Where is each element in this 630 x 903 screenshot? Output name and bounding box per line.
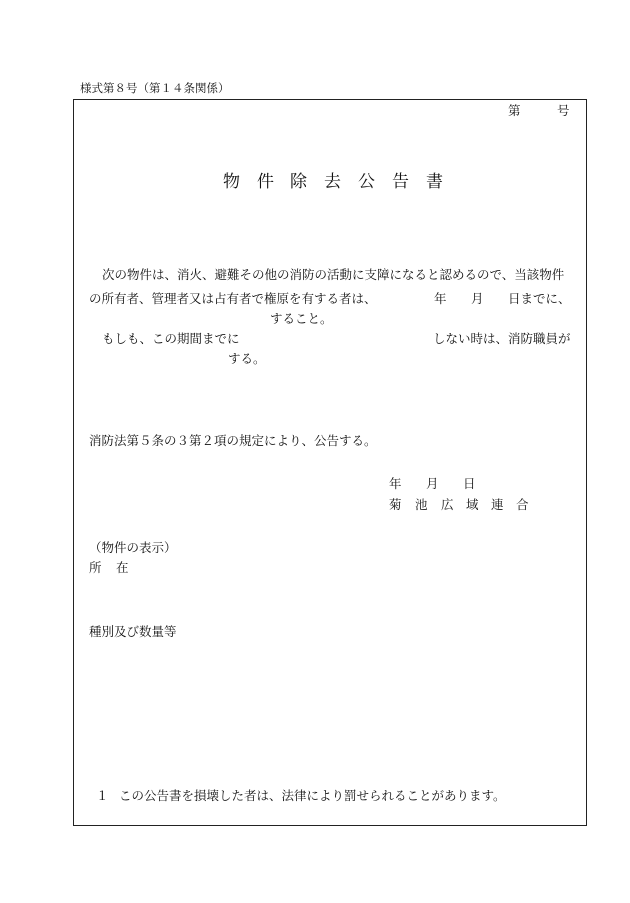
title-char: 件 (257, 172, 274, 192)
issuer-char: 広 (441, 497, 454, 512)
deadline-day-label: 日までに、 (508, 291, 571, 306)
type-quantity-label: 種別及び数量等 (89, 624, 177, 639)
note-text: この公告書を損壊した者は、法律により罰せられることがあります。 (119, 788, 506, 803)
body-line-2: の所有者、管理者又は占有者で権原を有する者は、 (89, 291, 377, 306)
date-day-label: 日 (463, 476, 476, 491)
issuer-char: 域 (466, 497, 479, 512)
location-char: 在 (116, 560, 129, 575)
title-char: 公 (358, 172, 375, 192)
title-char: 告 (392, 172, 409, 192)
body-line-1: 次の物件は、消火、避難その他の消防の活動に支障になると認めるので、当該物件 (102, 267, 565, 282)
location-char: 所 (89, 560, 102, 575)
title-char: 去 (324, 172, 341, 192)
date-year-label: 年 (389, 476, 402, 491)
title-char: 書 (426, 172, 443, 192)
body-line-4: もしも、この期間までに (102, 331, 240, 346)
title-char: 除 (290, 172, 307, 192)
form-reference: 様式第８号（第１４条関係） (80, 81, 230, 95)
property-heading: （物件の表示） (89, 540, 177, 555)
notice-form-frame (73, 99, 587, 826)
date-month-label: 月 (426, 476, 439, 491)
body-line-3: すること。 (270, 311, 333, 326)
doc-number-dai: 第 (508, 103, 521, 118)
deadline-year-label: 年 (434, 291, 447, 306)
title-char: 物 (223, 172, 240, 192)
body-line-5: する。 (228, 351, 266, 366)
deadline-month-label: 月 (471, 291, 484, 306)
legal-basis: 消防法第５条の３第２項の規定により、公告する。 (89, 433, 377, 448)
doc-number-go: 号 (557, 103, 570, 118)
issuer-char: 池 (415, 497, 428, 512)
note-number: １ (96, 788, 109, 803)
issuer-char: 連 (491, 497, 504, 512)
issuer-char: 菊 (389, 497, 402, 512)
issuer-char: 合 (516, 497, 529, 512)
body-line-4-end: しない時は、消防職員が (433, 331, 571, 346)
